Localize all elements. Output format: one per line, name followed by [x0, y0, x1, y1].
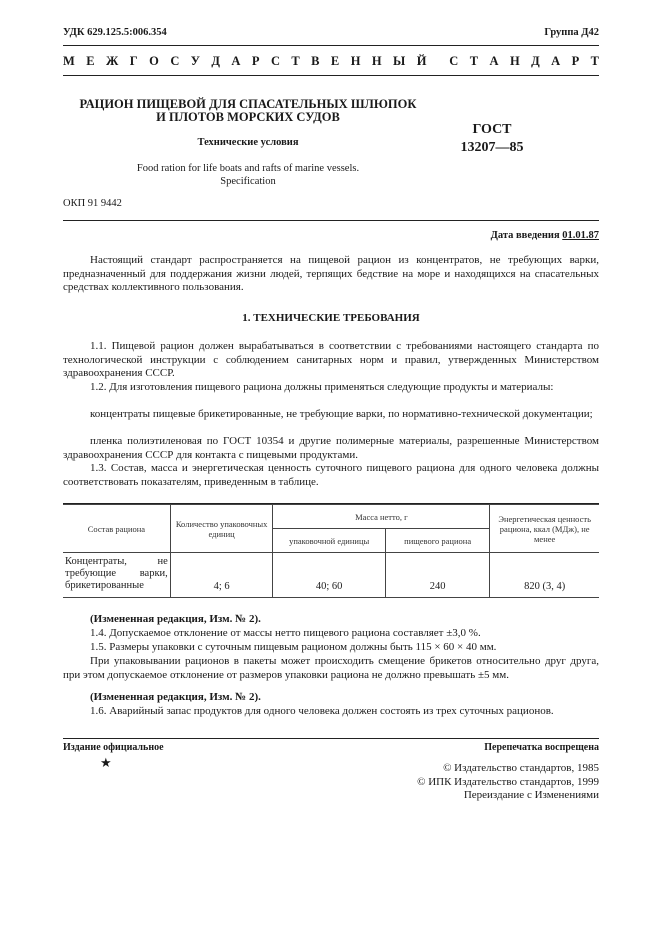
banner-letter: Р	[571, 54, 580, 68]
udk-code: УДК 629.125.5:006.354	[63, 27, 167, 38]
gost-designation	[454, 121, 530, 157]
paragraph-1-5: 1.5. Размеры упаковки с суточным пищевым рационом должны быть 115 × 60 × 40 мм.	[90, 641, 497, 653]
paragraph-1-4: 1.4. Допускаемое отклонение от массы нетто пищевого рациона составляет ±3,0 %.	[90, 627, 481, 639]
gost-label: ГОСТ	[472, 122, 512, 137]
banner-letter: Г	[129, 54, 138, 68]
gost-number: 13207—85	[460, 140, 524, 155]
document-title	[63, 98, 433, 124]
banner-letter: А	[489, 54, 499, 68]
cell-mass-ration: 240	[385, 553, 489, 597]
english-title	[63, 162, 433, 188]
banner-letter: Р	[251, 54, 260, 68]
title-line-2: И ПЛОТОВ МОРСКИХ СУДОВ	[156, 110, 340, 124]
title-line-1: РАЦИОН ПИЩЕВОЙ ДЛЯ СПАСАТЕЛЬНЫХ ШЛЮПОК	[79, 97, 417, 111]
header-count: Количество упаковочных единиц	[170, 505, 273, 553]
ration-table	[63, 504, 599, 597]
document-subtitle: Технические условия	[197, 137, 299, 148]
header-mass-ration: пищевого рациона	[385, 529, 489, 553]
banner-letter: Ы	[393, 54, 406, 68]
reprint-prohibited-label: Перепечатка воспрещена	[484, 742, 599, 753]
effective-date-label: Дата введения	[490, 230, 563, 241]
paragraph-1-2-item-a: концентраты пищевые брикетированные, не требующие варки, по нормативно-технической документации;	[90, 408, 593, 420]
banner-letter: Т	[469, 54, 479, 68]
banner-letter: В	[311, 54, 320, 68]
banner-letter: Й	[416, 54, 427, 68]
effective-date	[491, 230, 599, 241]
cell-count: 4; 6	[170, 553, 273, 597]
banner-letter: Н	[371, 54, 382, 68]
banner-letter: А	[231, 54, 241, 68]
paragraph-1-6: 1.6. Аварийный запас продуктов для одного человека должен состоять из трех суточных рационов.	[90, 705, 554, 717]
banner-letter: С	[270, 54, 280, 68]
standard-type-banner	[63, 54, 599, 69]
header-energy: Энергетическая ценность рациона, ккал (МДж), не менее	[490, 505, 599, 553]
copyright-block	[417, 762, 599, 803]
banner-divider	[63, 75, 599, 76]
amendment-note-2: (Измененная редакция, Изм. № 2).	[90, 691, 261, 703]
paragraph-1-2: 1.2. Для изготовления пищевого рациона должны применяться следующие продукты и материалы:	[90, 381, 554, 393]
banner-letter: Д	[531, 54, 540, 68]
paragraph-1-5-note: При упаковывании рационов в пакеты может происходить смещение брикетов относительно друг друга, при этом допускаемое отклонение от размеров упаковки рациона не должно превышать ±5 мм.	[63, 655, 599, 681]
english-title-line-2: Specification	[220, 176, 276, 187]
banner-letter: С	[449, 54, 459, 68]
paragraph-1-2-item-b: пленка полиэтиленовая по ГОСТ 10354 и другие полимерные материалы, разрешенные Министерством здравоохранения СССР для контакта с пищевыми продуктами.	[63, 435, 599, 461]
banner-letter: Ж	[106, 54, 119, 68]
banner-letter: Т	[590, 54, 599, 68]
banner-letter: Е	[86, 54, 95, 68]
footer-divider	[63, 738, 599, 739]
banner-letter: С	[170, 54, 180, 68]
english-title-line-1: Food ration for life boats and rafts of marine vessels.	[136, 163, 360, 174]
banner-letter: О	[149, 54, 159, 68]
banner-letter: Е	[330, 54, 340, 68]
top-divider	[63, 45, 599, 46]
okp-code: ОКП 91 9442	[63, 198, 122, 209]
official-edition-label: Издание официальное	[63, 742, 164, 753]
table-row	[63, 553, 599, 597]
copyright-line-2: © ИПК Издательство стандартов, 1999	[417, 775, 599, 788]
table-bottom-rule	[63, 597, 599, 598]
copyright-line-1: © Издательство стандартов, 1985	[443, 762, 599, 774]
banner-letter: М	[63, 54, 75, 68]
group-code: Группа Д42	[544, 27, 599, 38]
paragraph-1-3: 1.3. Состав, масса и энергетическая ценность суточного пищевого рациона для одного человека должны соответствовать показателям, приведенным в таблице.	[63, 462, 599, 488]
star-icon: ★	[100, 755, 112, 770]
copyright-line-3: Переиздание с Изменениями	[463, 789, 599, 801]
header-mass: Масса нетто, г	[273, 505, 490, 529]
header-mass-pack: упаковочной единицы	[273, 529, 386, 553]
cell-mass-pack: 40; 60	[273, 553, 386, 597]
paragraph-1-1: 1.1. Пищевой рацион должен вырабатываться в соответствии с требованиями настоящего стандарта по технологической инструкции с соблюдением санитарных норм и правил, утвержденных Министерством здравоохранения СССР.	[63, 340, 599, 380]
banner-letter: У	[190, 54, 200, 68]
amendment-note-1: (Измененная редакция, Изм. № 2).	[90, 613, 261, 625]
banner-letter: Н	[509, 54, 520, 68]
section-heading: 1. ТЕХНИЧЕСКИЕ ТРЕБОВАНИЯ	[242, 312, 420, 324]
date-divider	[63, 220, 599, 221]
intro-paragraph: Настоящий стандарт распространяется на пищевой рацион из концентратов, не требующих варки, предназначенный для поддержания жизни людей, терпящих бедствие на море и находящихся на спасательных средствах коллективного пользования.	[63, 254, 599, 294]
banner-letter: А	[551, 54, 561, 68]
banner-letter: Н	[350, 54, 361, 68]
effective-date-value: 01.01.87	[562, 230, 599, 241]
cell-composition: Концентраты, не требующие варки, брикетированные	[63, 553, 170, 597]
header-composition: Состав рациона	[63, 505, 170, 553]
banner-letter: Т	[291, 54, 300, 68]
cell-energy: 820 (3, 4)	[490, 553, 599, 597]
banner-letter: Д	[211, 54, 220, 68]
